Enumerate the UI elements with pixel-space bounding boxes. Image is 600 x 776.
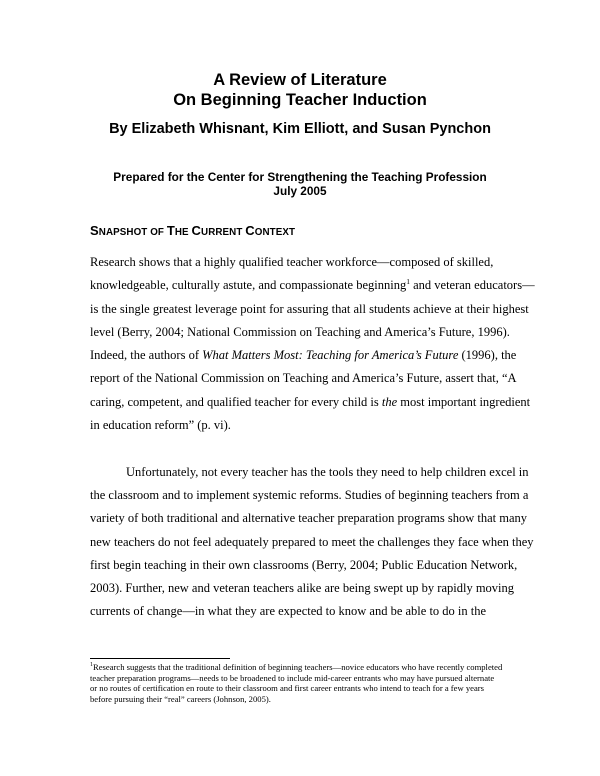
text-line: level (Berry, 2004; National Commission on Teaching and America’s Future, 1996). [90,324,510,339]
text-line [90,391,530,414]
text-run: and veteran educators— [409,278,535,293]
text-line [90,274,535,297]
footnote-ref-1[interactable]: 1 [406,277,410,287]
section-heading [90,222,295,242]
heading-small-caps-2: HE [174,227,192,238]
footnote-line: or no routes of certification en route to their classroom and first career entrants who intend to teach for a few years [90,683,484,694]
document-title-line-1: A Review of Literature [213,71,387,89]
footnote [90,662,530,704]
text-line: the classroom and to implement systemic reforms. Studies of beginning teachers from a [90,487,529,502]
text-run: Research suggests that the traditional definition of beginning teachers—novice educators who have recently completed [93,662,503,672]
text-run: caring, competent, and qualified teacher for every child is [90,394,382,409]
footnote-line [90,662,530,673]
text-line: Research shows that a highly qualified teacher workforce—composed of skilled, [90,255,494,269]
heading-cap-s: S [90,223,99,238]
text-line: in education reform” (p. vi). [90,418,231,433]
author-line: By Elizabeth Whisnant, Kim Elliott, and Susan Pynchon [109,121,491,137]
prepared-for-line: Prepared for the Center for Strengthening the Teaching Profession [113,170,487,184]
text-line: 2003). Further, new and veteran teachers alike are being swept up by rapidly moving [90,581,515,596]
text-line: report of the National Commission on Teaching and America’s Future, assert that, “A [90,371,517,386]
paragraph-2 [90,461,534,624]
book-title-italic: What Matters Most: Teaching for America’s Future [202,348,459,363]
heading-cap-context: C [245,223,255,238]
document-title-line-2: On Beginning Teacher Induction [173,91,427,109]
text-line: first begin teaching in their own classrooms (Berry, 2004; Public Education Network, [90,557,518,572]
heading-cap-t: T [166,223,175,238]
emphasis-italic: the [381,394,398,409]
body-text [90,251,535,624]
text-line: variety of both traditional and alternative teacher preparation programs show that many [90,511,527,526]
text-line: is the single greatest leverage point for assuring that all students achieve at their highest [90,301,529,316]
heading-cap-c: C [191,223,202,238]
text-run: (1996), the [458,348,517,363]
text-line [90,344,530,367]
text-run: knowledgeable, culturally astute, and compassionate beginning [90,278,407,293]
footnote-divider [90,658,230,659]
text-run: most important ingredient [397,394,531,409]
footnote-line: teacher preparation programs—needs to be broadened to include mid-career entrants who may have pursued alternate [90,672,495,683]
text-line: currents of change—in what they are expected to know and be able to do in the [90,604,487,619]
paragraph-1 [90,251,535,437]
text-run: Indeed, the authors of [90,348,203,363]
footnote-line: before pursuing their “real” careers (Johnson, 2005). [90,693,271,704]
heading-small-caps-1: NAPSHOT OF [98,227,167,238]
heading-small-caps-3: URRENT [201,227,246,238]
text-line: Unfortunately, not every teacher has the tools they need to help children excel in [126,464,529,479]
heading-small-caps-4: ONTEXT [254,227,296,238]
text-line: new teachers do not feel adequately prepared to meet the challenges they face when they [90,534,534,549]
footnote-marker: 1 [90,662,93,669]
prepared-date: July 2005 [273,184,327,198]
